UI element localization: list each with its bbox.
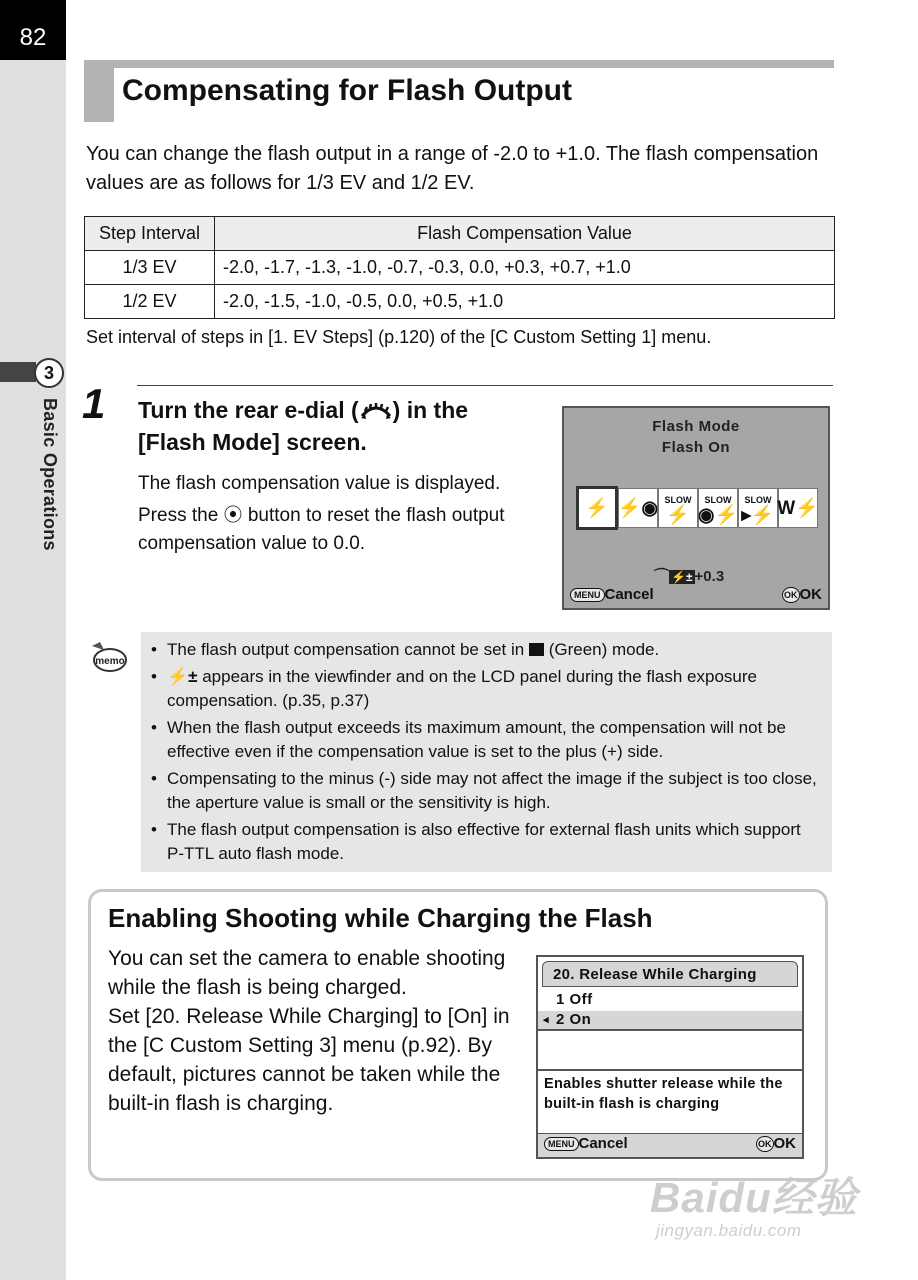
panel-text <box>108 944 523 1118</box>
title-side-block <box>84 60 114 122</box>
green-mode-icon <box>529 643 544 656</box>
memo-box <box>141 632 832 872</box>
ok-button-icon: ⦿ <box>223 505 243 526</box>
option-on[interactable]: ◂ 2 On <box>538 1011 802 1031</box>
title-rule <box>84 60 834 68</box>
ok-badge: OK <box>782 587 800 603</box>
panel-text-1: You can set the camera to enable shooting while the flash is being charged. <box>108 947 506 999</box>
memo-list <box>151 638 822 867</box>
chapter-tab <box>0 356 66 388</box>
step-body-text-2b: button to reset the flash output compensation value to 0.0. <box>138 505 505 554</box>
table-cell-interval: 1/2 EV <box>85 285 215 319</box>
step-heading-part1: Turn the rear e-dial ( <box>138 397 359 423</box>
memo-icon <box>88 640 128 674</box>
step-number: 1 <box>82 380 106 427</box>
compensation-table <box>84 216 835 319</box>
menu-badge: MENU <box>570 588 605 602</box>
chapter-number: 3 <box>34 358 64 388</box>
panel-text-2: Set [20. Release While Charging] to [On] in the [C Custom Setting 3] menu (p.92). By default, pictures cannot be taken while the built-in flash is charging. <box>108 1005 510 1115</box>
flash-mode-button-row <box>570 586 822 606</box>
table-row <box>85 285 835 319</box>
table-header-row <box>85 217 835 251</box>
flash-comp-icon: ⚡± <box>671 570 693 584</box>
slow-sync-icon[interactable]: SLOW ⚡ <box>658 488 698 528</box>
list-item: • When the flash output exceeds its maximum amount, the compensation will not be effective even if the compensation value is set to the plus (+) side. <box>151 716 822 765</box>
cancel-button[interactable]: MENU Cancel <box>570 586 654 606</box>
table-cell-interval: 1/3 EV <box>85 251 215 285</box>
page-number: 82 <box>0 0 66 60</box>
chapter-tab-bar <box>0 362 36 382</box>
menu-badge: MENU <box>544 1137 579 1151</box>
option-description: Enables shutter release while the built-in flash is charging <box>544 1076 783 1112</box>
ok-button[interactable]: OK OK <box>758 1135 796 1152</box>
intro-paragraph: You can change the flash output in a range of -2.0 to +1.0. The flash compensation values are as follows for 1/3 EV and 1/2 EV. <box>86 143 819 194</box>
step-body <box>138 470 548 558</box>
table-cell-values: -2.0, -1.5, -1.0, -0.5, 0.0, +0.5, +1.0 <box>215 285 835 319</box>
ok-badge: OK <box>756 1136 774 1152</box>
watermark-logo: Baidu经验 <box>650 1174 858 1221</box>
rear-dial-icon <box>359 402 393 420</box>
ev-steps-note: Set interval of steps in [1. EV Steps] (p.120) of the [C Custom Setting 1] menu. <box>86 327 712 347</box>
release-charging-screen <box>536 955 804 1159</box>
flash-mode-icons <box>576 488 818 530</box>
step-body-text-2 <box>138 502 548 558</box>
svg-text:memo: memo <box>95 656 125 667</box>
watermark-url: jingyan.baidu.com <box>656 1221 802 1240</box>
flash-redeye-icon[interactable]: ⚡◉ <box>618 488 658 528</box>
flash-compensation-readout <box>654 565 724 586</box>
step-heading-part2: ) in the [Flash Mode] screen. <box>138 397 469 455</box>
trailing-curtain-sync-icon[interactable]: SLOW ▸⚡ <box>738 488 778 528</box>
flash-comp-icon: ⚡± <box>167 666 198 686</box>
ok-button[interactable]: OK OK <box>784 586 822 603</box>
step-body-text-2a: Press the <box>138 505 224 526</box>
list-item: • ⚡± appears in the viewfinder and on the LCD panel during the flash exposure compensation. (p.35, p.37) <box>151 665 822 714</box>
selection-arrow-icon: ◂ <box>543 1014 550 1026</box>
flash-mode-value: Flash On <box>661 439 731 456</box>
list-item: • The flash output compensation is also effective for external flash units which support P-TTL auto flash mode. <box>151 818 822 867</box>
list-item: • Compensating to the minus (-) side may not affect the image if the subject is too close, the aperture value is small or the sensitivity is high. <box>151 767 822 816</box>
panel-title: Enabling Shooting while Charging the Flash <box>108 903 653 933</box>
table-cell-values: -2.0, -1.7, -1.3, -1.0, -0.7, -0.3, 0.0, +0.3, +0.7, +1.0 <box>215 251 835 285</box>
option-off[interactable]: 1 Off <box>556 991 593 1008</box>
flash-compensation-value: +0.3 <box>694 568 725 585</box>
flash-on-icon[interactable]: ⚡ <box>576 486 618 530</box>
list-item: • The flash output compensation cannot be set in (Green) mode. <box>151 638 822 663</box>
slow-sync-redeye-icon[interactable]: SLOW ◉⚡ <box>698 488 738 528</box>
rear-dial-icon: ⌒ <box>654 568 670 585</box>
table-row <box>85 251 835 285</box>
flash-mode-screen <box>562 406 830 610</box>
wireless-flash-icon[interactable]: W⚡ <box>778 488 818 528</box>
step-heading <box>138 394 538 458</box>
step-body-text-1: The flash compensation value is displayed. <box>138 473 501 494</box>
divider <box>538 1069 802 1071</box>
table-header-values: Flash Compensation Value <box>215 217 835 251</box>
left-margin-band <box>0 0 66 1280</box>
page-title: Compensating for Flash Output <box>122 74 572 107</box>
cancel-button[interactable]: MENU Cancel <box>544 1135 628 1155</box>
watermark <box>650 1145 870 1255</box>
menu-tab: 20. Release While Charging <box>542 961 798 987</box>
table-header-interval: Step Interval <box>85 217 215 251</box>
divider <box>538 1029 802 1031</box>
chapter-label: Basic Operations <box>40 398 60 551</box>
step-rule <box>137 385 833 386</box>
flash-mode-title: Flash Mode <box>652 418 740 435</box>
